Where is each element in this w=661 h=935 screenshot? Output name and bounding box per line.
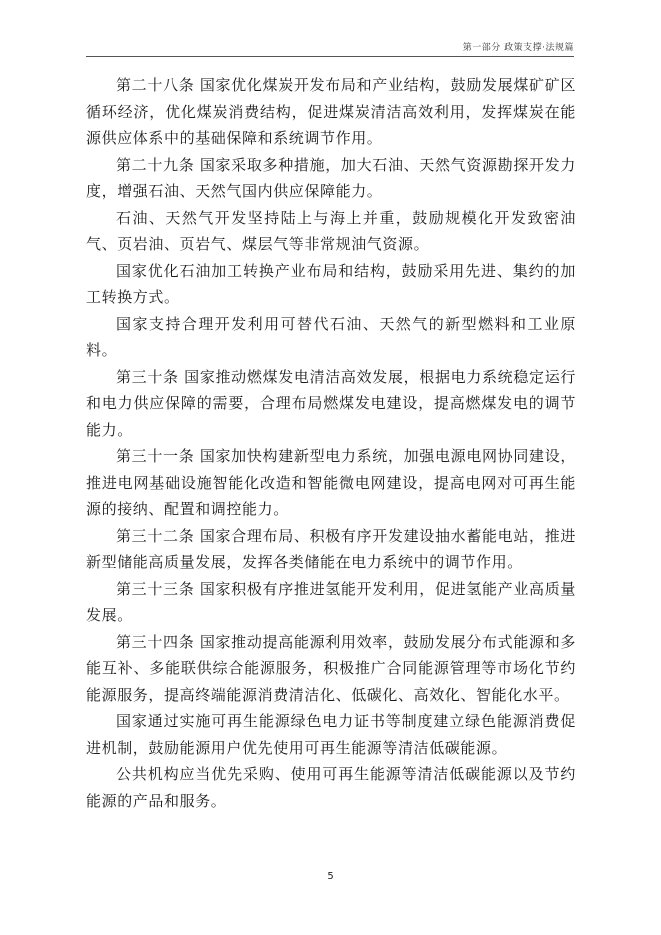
paragraph: 第二十八条 国家优化煤炭开发布局和产业结构，鼓励发展煤矿矿区循环经济，优化煤炭消费结构，促进煤炭清洁高效利用，发挥煤炭在能源供应体系中的基础保障和系统调节作用。: [86, 76, 576, 147]
section-label: 第一部分 政策支撑·法规篇: [462, 43, 574, 53]
paragraph: 国家支持合理开发利用可替代石油、天然气的新型燃料和工业原料。: [86, 314, 576, 359]
document-body: [86, 72, 576, 814]
paragraph: 石油、天然气开发坚持陆上与海上并重，鼓励规模化开发致密油气、页岩油、页岩气、煤层气等非常规油气资源。: [86, 208, 576, 253]
page-header: [86, 36, 574, 57]
paragraph: 第三十二条 国家合理布局、积极有序开发建设抽水蓄能电站，推进新型储能高质量发展，发挥各类储能在电力系统中的调节作用。: [86, 526, 576, 571]
paragraph: 第三十条 国家推动燃煤发电清洁高效发展，根据电力系统稳定运行和电力供应保障的需要，合理布局燃煤发电建设，提高燃煤发电的调节能力。: [86, 367, 576, 439]
paragraph: 国家通过实施可再生能源绿色电力证书等制度建立绿色能源消费促进机制，鼓励能源用户优先使用可再生能源等清洁低碳能源。: [86, 712, 576, 757]
paragraph: 公共机构应当优先采购、使用可再生能源等清洁低碳能源以及节约能源的产品和服务。: [86, 765, 576, 810]
page-number: 5: [327, 871, 334, 882]
paragraph: 第二十九条 国家采取多种措施，加大石油、天然气资源勘探开发力度，增强石油、天然气国内供应保障能力。: [86, 155, 576, 200]
paragraph: 第三十三条 国家积极有序推进氢能开发利用，促进氢能产业高质量发展。: [86, 579, 576, 624]
paragraph: 第三十一条 国家加快构建新型电力系统，加强电源电网协同建设，推进电网基础设施智能化改造和智能微电网建设，提高电网对可再生能源的接纳、配置和调控能力。: [86, 447, 576, 518]
paragraph: 第三十四条 国家推动提高能源利用效率，鼓励发展分布式能源和多能互补、多能联供综合能源服务，积极推广合同能源管理等市场化节约能源服务，提高终端能源消费清洁化、低碳化、高效化、智能化水平。: [86, 632, 576, 704]
paragraph: 国家优化石油加工转换产业布局和结构，鼓励采用先进、集约的加工转换方式。: [86, 261, 576, 306]
